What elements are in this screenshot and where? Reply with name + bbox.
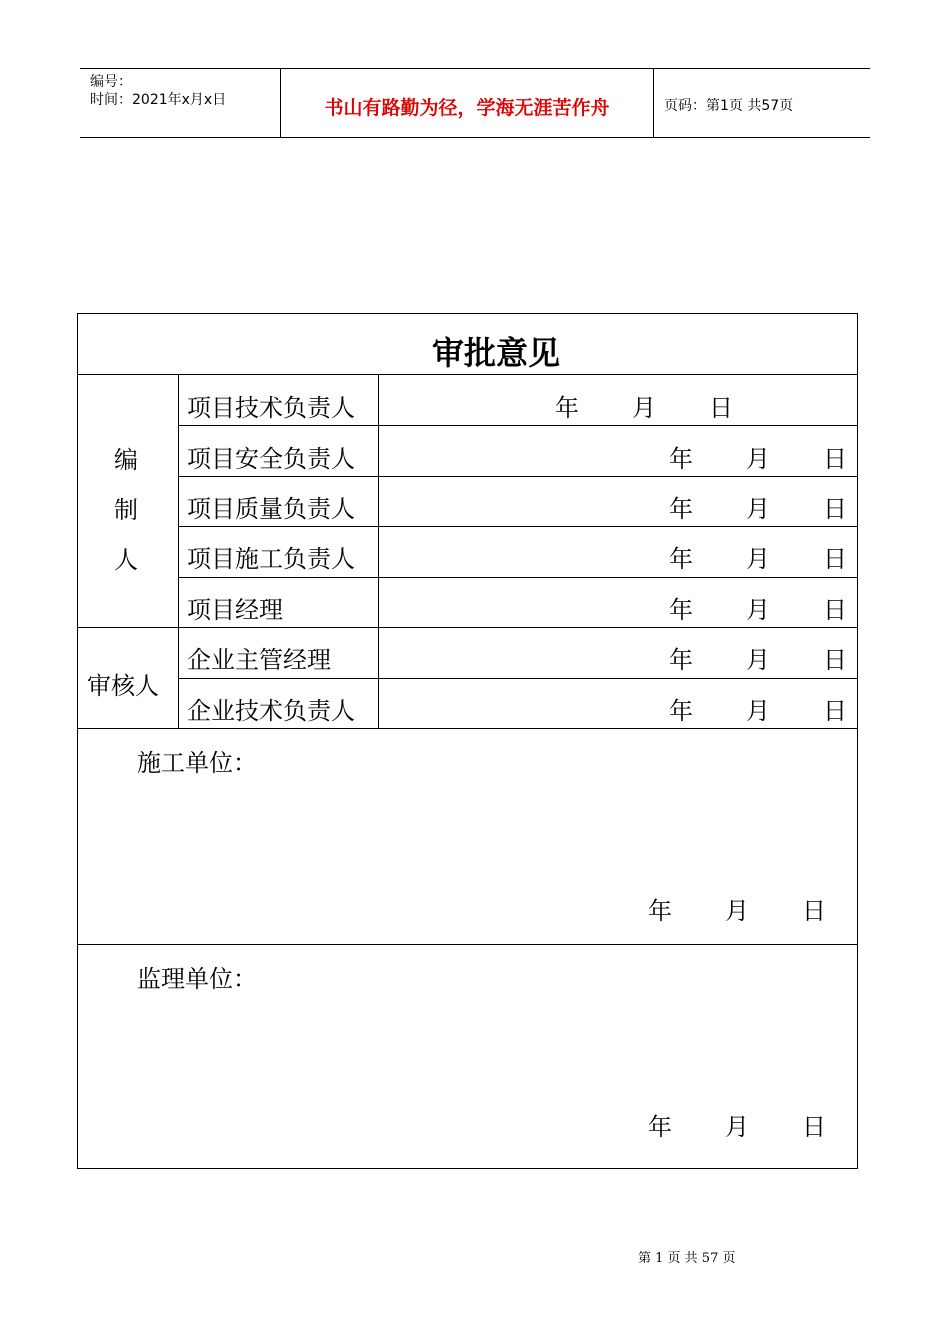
- date-month: 月: [746, 445, 770, 473]
- date-month: 月: [725, 1113, 749, 1141]
- page-footer: 第 1 页 共 57 页: [638, 1251, 736, 1266]
- date-day: 日: [823, 596, 847, 624]
- date-year: 年: [669, 545, 693, 573]
- reviewer-label: 审核人: [87, 672, 159, 700]
- role-label: 企业技术负责人: [187, 697, 355, 725]
- header-motto: 书山有路勤为径，学海无涯苦作舟: [324, 97, 610, 119]
- document-number-label: 编号：: [90, 74, 132, 90]
- compiler-label-char-1: 编: [114, 446, 138, 474]
- date-year: 年: [648, 897, 672, 925]
- date-month: 月: [746, 545, 770, 573]
- header-page-code: 页码：第1页 共57页: [664, 98, 794, 114]
- form-title: 审批意见: [432, 334, 561, 372]
- date-year: 年: [555, 394, 579, 422]
- date-year: 年: [669, 646, 693, 674]
- role-label: 项目技术负责人: [187, 394, 355, 422]
- date-month: 月: [746, 495, 770, 523]
- date-day: 日: [823, 545, 847, 573]
- date-year: 年: [648, 1113, 672, 1141]
- date-month: 月: [632, 394, 656, 422]
- date-day: 日: [823, 445, 847, 473]
- date-day: 日: [823, 697, 847, 725]
- role-label: 项目经理: [187, 596, 283, 624]
- compiler-label-char-2: 制: [114, 496, 138, 524]
- date-day: 日: [823, 495, 847, 523]
- construction-unit-label: 施工单位：: [137, 749, 257, 777]
- document-time-label: 时间：2021年x月x日: [90, 92, 227, 108]
- date-month: 月: [746, 596, 770, 624]
- date-month: 月: [725, 897, 749, 925]
- date-day: 日: [802, 1113, 826, 1141]
- date-year: 年: [669, 596, 693, 624]
- supervision-unit-label: 监理单位：: [137, 965, 257, 993]
- role-label: 项目质量负责人: [187, 495, 355, 523]
- date-month: 月: [746, 697, 770, 725]
- date-year: 年: [669, 697, 693, 725]
- date-day: 日: [823, 646, 847, 674]
- role-label: 项目安全负责人: [187, 445, 355, 473]
- role-label: 项目施工负责人: [187, 545, 355, 573]
- role-label: 企业主管经理: [187, 646, 331, 674]
- compiler-label-char-3: 人: [114, 546, 138, 574]
- date-year: 年: [669, 445, 693, 473]
- date-year: 年: [669, 495, 693, 523]
- date-day: 日: [802, 897, 826, 925]
- date-day: 日: [709, 394, 733, 422]
- date-month: 月: [746, 646, 770, 674]
